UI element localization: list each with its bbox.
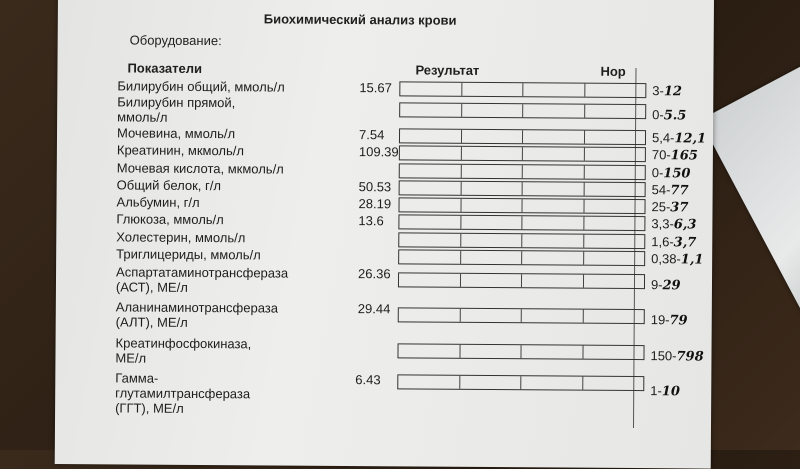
result-cell xyxy=(522,216,584,229)
norm-handwritten: 3,7 xyxy=(673,235,697,251)
indicator-name-line: Триглицериды, ммоль/л xyxy=(116,246,261,263)
norm-handwritten: 29 xyxy=(662,278,681,294)
indicator-name xyxy=(117,94,235,125)
result-cell xyxy=(521,345,583,358)
norm-range xyxy=(652,130,706,146)
norm-handwritten: 77 xyxy=(670,183,689,199)
norm-handwritten: 1,1 xyxy=(680,252,704,268)
result-cell xyxy=(461,251,523,264)
result-boxes xyxy=(398,232,645,249)
header-norm: Нор xyxy=(600,63,626,79)
indicator-name xyxy=(116,246,261,262)
result-cell xyxy=(583,346,644,359)
norm-printed: 54- xyxy=(651,182,671,198)
indicator-name-line: (АСТ), МЕ/л xyxy=(115,279,188,295)
indicator-name-line: Гамма- xyxy=(115,370,159,386)
result-cell xyxy=(523,104,585,117)
result-value: 50.53 xyxy=(358,179,392,195)
result-cell xyxy=(461,216,523,229)
result-cell xyxy=(584,166,645,179)
result-boxes xyxy=(398,214,645,231)
norm-printed: 0- xyxy=(651,165,664,181)
norm-printed: 150- xyxy=(650,348,677,364)
indicator-name xyxy=(116,211,223,227)
table-row xyxy=(117,78,707,100)
indicator-name-line: Мочевая кислота, мкмоль/л xyxy=(116,160,284,177)
indicator-name-line: Билирубин общий, ммоль/л xyxy=(117,78,285,95)
norm-printed: 3,3- xyxy=(651,216,674,232)
result-cell xyxy=(523,130,585,143)
norm-handwritten: 150 xyxy=(663,166,691,182)
result-cell xyxy=(522,199,584,212)
header-result: Результат xyxy=(415,62,480,78)
result-cell xyxy=(585,105,646,118)
indicator-name xyxy=(116,299,278,330)
indicator-name-line: Мочевина, ммоль/л xyxy=(116,125,236,142)
result-cell xyxy=(522,234,584,247)
norm-printed: 5,4- xyxy=(651,130,675,146)
result-cell xyxy=(399,250,461,263)
result-boxes xyxy=(399,163,646,180)
table-row xyxy=(115,299,706,330)
result-boxes xyxy=(399,81,646,98)
indicator-name-line: (ГГТ), МЕ/л xyxy=(115,400,184,416)
norm-range xyxy=(652,147,698,163)
indicator-name xyxy=(117,160,284,176)
result-value: 28.19 xyxy=(358,196,392,212)
indicator-name-line: глутамилтрансфераза xyxy=(115,385,251,402)
norm-handwritten: 5.5 xyxy=(663,108,687,124)
result-cell xyxy=(399,198,461,211)
norm-printed: 25- xyxy=(651,199,671,215)
result-value: 6.43 xyxy=(355,372,381,388)
result-cell xyxy=(584,217,645,230)
norm-printed: 3- xyxy=(652,83,664,99)
result-value: 13.6 xyxy=(358,213,384,229)
indicator-name xyxy=(117,125,235,141)
indicator-name-line: Общий белок, г/л xyxy=(116,177,222,194)
result-cell xyxy=(398,344,460,357)
indicator-name-line: Глюкоза, ммоль/л xyxy=(116,211,224,228)
indicator-name xyxy=(115,335,251,366)
indicator-name-line: Креатинин, мкмоль/л xyxy=(116,142,245,159)
indicator-name xyxy=(117,177,221,193)
result-cell xyxy=(523,165,585,178)
document-title: Биохимический анализ крови xyxy=(263,11,457,28)
result-value: 7.54 xyxy=(358,127,385,143)
result-cell xyxy=(399,273,461,286)
norm-range xyxy=(650,348,703,364)
result-cell xyxy=(523,182,585,195)
norm-handwritten: 12 xyxy=(663,84,683,100)
norm-range xyxy=(650,383,680,399)
result-cell xyxy=(583,275,644,288)
indicator-name-line: (АЛТ), МЕ/л xyxy=(115,314,188,330)
result-boxes xyxy=(398,249,645,266)
header-indicators: Показатели xyxy=(127,60,203,77)
result-boxes xyxy=(397,343,644,360)
indicator-name-line: Креатинфосфокиназа, xyxy=(115,335,252,352)
norm-range xyxy=(652,107,686,123)
indicator-name-line: Аспартатаминотрансфераза xyxy=(116,264,289,281)
result-cell xyxy=(461,234,523,247)
result-boxes xyxy=(398,307,645,324)
result-cell xyxy=(584,252,645,265)
background-sheet xyxy=(700,54,800,314)
result-cell xyxy=(460,376,522,389)
result-cell xyxy=(585,84,646,97)
result-boxes xyxy=(398,197,645,214)
norm-printed: 0- xyxy=(652,107,664,123)
indicator-name xyxy=(116,229,245,245)
result-cell xyxy=(399,215,461,228)
result-value: 26.36 xyxy=(358,266,391,282)
indicator-name xyxy=(117,142,244,158)
result-cell xyxy=(583,377,644,390)
norm-printed: 1- xyxy=(650,383,662,399)
table-row xyxy=(115,370,705,416)
result-cell xyxy=(461,182,523,195)
result-value: 15.67 xyxy=(359,80,392,96)
result-cell xyxy=(400,82,462,95)
equipment-label: Оборудование: xyxy=(129,32,222,49)
indicator-name-line: ммоль/л xyxy=(117,109,168,125)
result-cell xyxy=(460,309,522,322)
norm-range xyxy=(652,83,682,99)
result-cell xyxy=(584,148,645,161)
norm-handwritten: 798 xyxy=(676,349,704,365)
norm-handwritten: 12,1 xyxy=(674,131,707,147)
norm-handwritten: 165 xyxy=(670,148,698,164)
indicator-name-line: Холестерин, ммоль/л xyxy=(116,229,246,246)
result-cell xyxy=(523,147,585,160)
norm-range xyxy=(651,312,688,328)
result-cell xyxy=(461,147,523,160)
result-cell xyxy=(522,274,584,287)
result-cell xyxy=(462,104,524,117)
norm-printed: 9- xyxy=(650,277,663,293)
result-cell xyxy=(400,181,462,194)
result-cell xyxy=(583,310,644,323)
indicator-name-line: Билирубин прямой, xyxy=(117,94,236,111)
result-cell xyxy=(462,83,524,96)
norm-handwritten: 37 xyxy=(670,200,689,216)
indicator-name xyxy=(116,194,199,210)
lab-report-sheet xyxy=(55,0,714,469)
result-boxes xyxy=(399,128,646,145)
result-cell xyxy=(461,165,523,178)
norm-range xyxy=(651,234,696,250)
indicator-name-line: Аланинаминотрансфераза xyxy=(115,299,279,316)
norm-range xyxy=(651,216,696,232)
result-cell xyxy=(400,164,462,177)
result-cell xyxy=(400,103,462,116)
norm-handwritten: 6,3 xyxy=(673,217,697,233)
result-cell xyxy=(584,200,645,213)
norm-printed: 70- xyxy=(651,147,671,163)
indicator-name xyxy=(115,370,250,416)
result-boxes xyxy=(399,102,646,119)
result-cell xyxy=(584,183,645,196)
result-cell xyxy=(400,146,462,159)
result-cell xyxy=(584,235,645,248)
result-cell xyxy=(460,345,522,358)
result-cell xyxy=(521,376,583,389)
norm-printed: 19- xyxy=(650,312,670,328)
result-cell xyxy=(522,251,584,264)
norm-handwritten: 10 xyxy=(661,384,680,400)
norm-printed: 0,38- xyxy=(651,251,681,267)
result-cell xyxy=(522,309,584,322)
result-boxes xyxy=(397,374,644,391)
result-boxes xyxy=(398,272,645,289)
norm-range xyxy=(651,199,688,215)
result-boxes xyxy=(399,180,646,197)
result-value: 109.39 xyxy=(358,144,399,160)
indicator-name-line: Альбумин, г/л xyxy=(116,194,200,210)
norm-range xyxy=(651,277,681,293)
result-cell xyxy=(461,130,523,143)
norm-printed: 1,6- xyxy=(651,234,674,250)
result-value: 29.44 xyxy=(357,301,391,317)
result-cell xyxy=(584,131,645,144)
indicator-name xyxy=(117,78,284,94)
result-boxes xyxy=(399,145,646,162)
result-cell xyxy=(399,233,461,246)
norm-range xyxy=(651,251,703,267)
norm-range xyxy=(652,165,691,181)
result-cell xyxy=(399,308,461,321)
indicator-name-line: МЕ/л xyxy=(115,350,147,366)
result-cell xyxy=(398,375,460,388)
norm-handwritten: 79 xyxy=(669,313,688,329)
result-cell xyxy=(400,129,462,142)
table-row xyxy=(115,335,706,366)
result-cell xyxy=(461,199,523,212)
indicator-name xyxy=(116,264,288,295)
result-cell xyxy=(523,83,585,96)
table-row xyxy=(116,125,707,147)
norm-range xyxy=(652,182,689,198)
result-cell xyxy=(460,274,522,287)
